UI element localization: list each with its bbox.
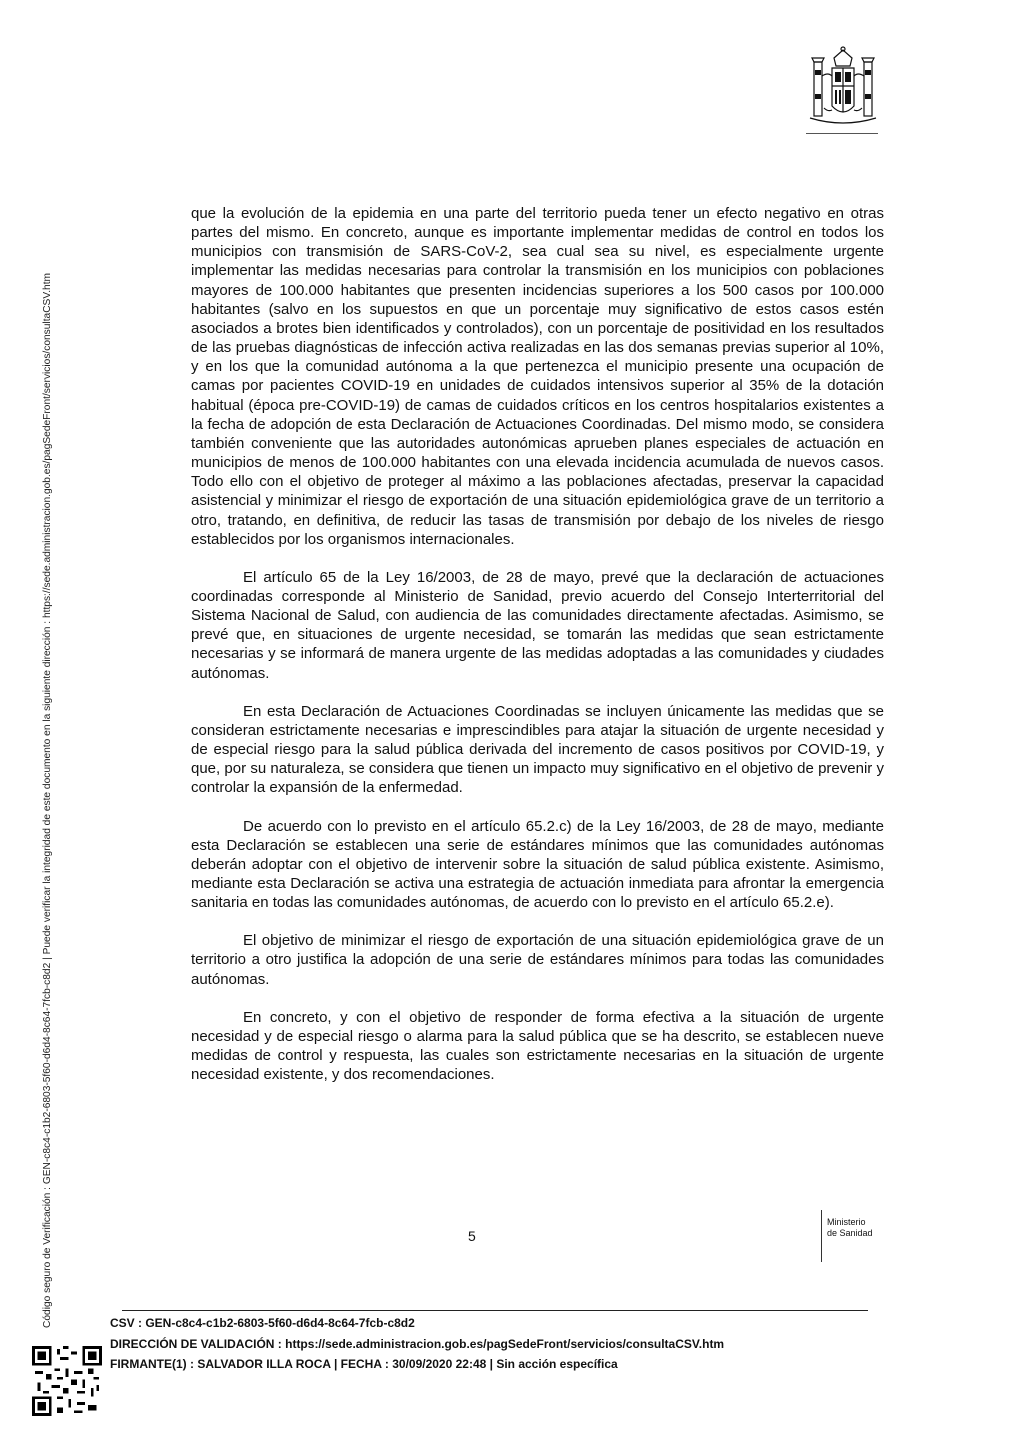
footer-validation-address: DIRECCIÓN DE VALIDACIÓN : https://sede.administracion.gob.es/pagSedeFront/servicios/consultaCSV.htm bbox=[110, 1337, 725, 1351]
body-paragraph-1: que la evolución de la epidemia en una parte del territorio pueda tener un efecto negativo en otras partes del mismo. En concreto, aunque es importante implementar medidas de control en todos los municipios con transmisión de SARS-CoV-2, sea cual sea su nivel, es especialmente urgente implementar las medidas necesarias para controlar la transmisión en los municipios con poblaciones mayores de 100.000 habitantes que presenten incidencias superiores a los 500 casos por 100.000 habitantes (salvo en los supuestos en que un porcentaje muy significativo de estos casos estén asociados a brotes bien identificados y controlados), con un porcentaje de positividad en los resultados de las pruebas diagnósticas de infección activa realizadas en las dos semanas previas superior al 10%, y en los que la comunidad autónoma a la que pertenezca el municipio presente una ocupación de camas por pacientes COVID-19 en unidades de cuidados intensivos superior al 35% de la dotación habitual (época pre-COVID-19) de camas de cuidados críticos en los centros hospitalarios existentes a la fecha de adopción de esta Declaración de Actuaciones Coordinadas. Del mismo modo, se considera también conveniente que las autoridades autonómicas aprueben planes especiales de actuación en municipios de menos de 100.000 habitantes con una elevada incidencia acumulada de nuevos casos. Todo ello con el objetivo de proteger al máximo a las poblaciones afectadas, preservar la capacidad asistencial y minimizar el riesgo de exportación de una situación epidemiológica grave de un territorio a otro, tratando, en definitiva, de reducir las tasas de transmisión por debajo de los niveles de riesgo establecidos por los organismos internacionales. bbox=[191, 205, 884, 548]
ministry-label-line2: de Sanidad bbox=[827, 1228, 873, 1238]
spanish-coat-of-arms-icon bbox=[806, 46, 880, 136]
ministry-label bbox=[827, 1217, 897, 1239]
crest-divider bbox=[806, 133, 878, 134]
body-paragraph-4: De acuerdo con lo previsto en el artículo 65.2.c) de la Ley 16/2003, de 28 de mayo, mediante esta Declaración se establecen una serie de estándares mínimos que las comunidades autónomas deberán adoptar con el objetivo de intervenir sobre la situación de salud pública existente. Asimismo, mediante esta Declaración se activa una estrategia de actuación inmediata para afrontar la emergencia sanitaria en todas las comunidades autónomas, de acuerdo con lo previsto en el artículo 65.2.e). bbox=[191, 817, 884, 912]
body-paragraph-2: El artículo 65 de la Ley 16/2003, de 28 de mayo, prevé que la declaración de actuaciones coordinadas corresponde al Ministerio de Sanidad, previo acuerdo del Consejo Interterritorial del Sistema Nacional de Salud, con audiencia de las comunidades directamente afectadas. Asimismo, se prevé que, en situaciones de urgente necesidad, se tomarán las medidas que sean estrictamente necesarias y se informará de manera urgente de las medidas adoptadas a las comunidades y ciudades autónomas. bbox=[191, 568, 884, 682]
page-number: 5 bbox=[468, 1228, 476, 1244]
ministry-label-line1: Ministerio bbox=[827, 1217, 866, 1227]
ministry-divider bbox=[821, 1210, 822, 1262]
side-verification-text: Código seguro de Verificación : GEN-c8c4-c1b2-6803-5f60-d6d4-8c64-7fcb-c8d2 | Puede verificar la integridad de este documento en la siguiente dirección : https://sede.administracion.gob.es/pagSedeFront/servicios/consultaCSV.htm bbox=[42, 272, 53, 1328]
body-paragraph-5: El objetivo de minimizar el riesgo de exportación de una situación epidemiológica grave de un territorio a otro justifica la adopción de una serie de estándares mínimos para todas las comunidades autónomas. bbox=[191, 932, 884, 988]
footer-signer: FIRMANTE(1) : SALVADOR ILLA ROCA | FECHA : 30/09/2020 22:48 | Sin acción específica bbox=[110, 1357, 618, 1371]
body-paragraph-6: En concreto, y con el objetivo de responder de forma efectiva a la situación de urgente necesidad y de especial riesgo o alarma para la salud pública que se ha descrito, se establecen nueve medidas de control y respuesta, las cuales son estrictamente necesarias en la situación de urgente necesidad existente, y dos recomendaciones. bbox=[191, 1008, 884, 1084]
document-body bbox=[191, 204, 884, 1103]
footer-divider bbox=[122, 1310, 868, 1311]
footer-csv: CSV : GEN-c8c4-c1b2-6803-5f60-d6d4-8c64-7fcb-c8d2 bbox=[110, 1316, 415, 1330]
body-paragraph-3: En esta Declaración de Actuaciones Coordinadas se incluyen únicamente las medidas que se consideran estrictamente necesarias e imprescindibles para atajar la situación de urgente necesidad y de especial riesgo para la salud pública derivada del incremento de casos positivos por COVID-19, y que, por su naturaleza, se considera que tienen un impacto muy significativo en el objetivo de prevenir y controlar la expansión de la enfermedad. bbox=[191, 702, 884, 797]
qr-code-icon bbox=[32, 1346, 102, 1416]
